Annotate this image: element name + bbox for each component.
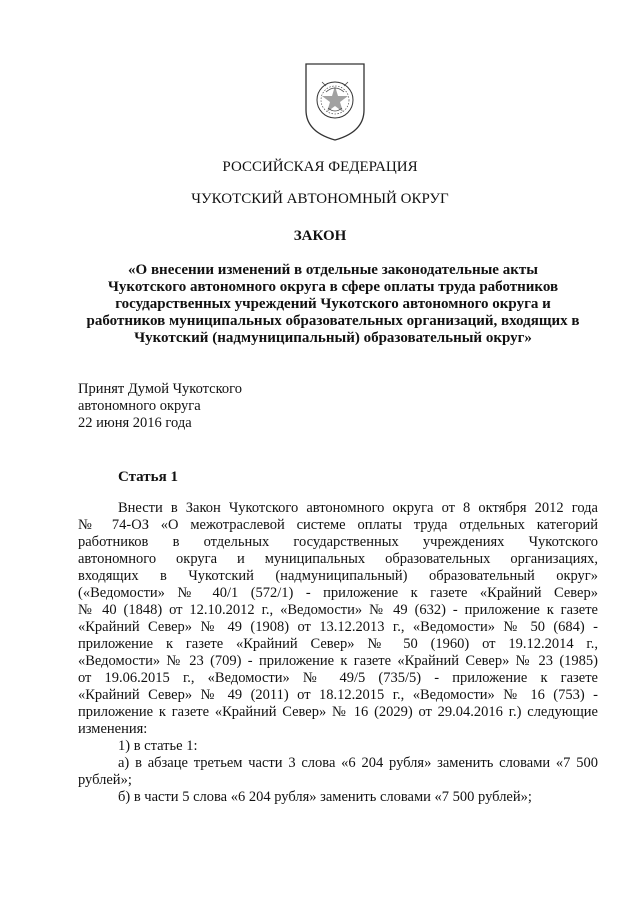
adoption-info-line: автономного округа: [78, 398, 201, 414]
body-line: Внести в Закон Чукотского автономного округа от 8 октября 2012 года: [118, 500, 598, 516]
body-line: входящих в Чукотский (надмуниципальный) образовательный округ»: [78, 568, 598, 584]
law-title-line: государственных учреждений Чукотского автономного округа и: [115, 296, 551, 312]
body-line: «Ведомости» № 23 (709) - приложение к газете «Крайний Север» № 23 (1985): [78, 653, 598, 669]
article-heading: Статья 1: [118, 469, 178, 485]
body-line: рублей»;: [78, 772, 132, 788]
law-title-line: Чукотский (надмуниципальный) образовательный округ»: [134, 330, 532, 346]
body-line: № 40 (1848) от 12.10.2012 г., «Ведомости» № 49 (632) - приложение к газете: [78, 602, 598, 618]
adoption-info-line: Принят Думой Чукотского: [78, 381, 243, 397]
body-line: б) в части 5 слова «6 204 рубля» заменить словами «7 500 рублей»;: [118, 789, 532, 805]
document-type-heading: ЗАКОН: [293, 228, 347, 244]
body-line: а) в абзаце третьем части 3 слова «6 204 рубля» заменить словами «7 500: [118, 755, 598, 771]
body-line: автономного округа и муниципальных образовательных организациях,: [78, 551, 598, 567]
body-line: «Крайний Север» № 49 (1908) от 13.12.2013 г., «Ведомости» № 50 (684) -: [78, 619, 598, 635]
law-title: [78, 262, 588, 347]
body-line: № 74-ОЗ «О межотраслевой системе оплаты труда отдельных категорий: [78, 517, 598, 533]
article-body: [78, 500, 598, 806]
body-line: («Ведомости» № 40/1 (572/1) - приложение к газете «Крайний Север»: [78, 585, 598, 601]
law-title-line: Чукотского автономного округа в сфере оплаты труда работников: [107, 279, 559, 295]
body-line: от 19.06.2015 г., «Ведомости» № 49/5 (735/5) - приложение к газете: [78, 670, 598, 686]
body-line: 1) в статье 1:: [118, 738, 198, 754]
law-title-line: работников муниципальных образовательных организаций, входящих в: [86, 313, 580, 329]
body-line: «Крайний Север» № 49 (2011) от 18.12.2015 г., «Ведомости» № 16 (753) -: [78, 687, 598, 703]
body-line: приложение к газете «Крайний Север» № 50 (1960) от 19.12.2014 г.,: [78, 636, 598, 652]
country-heading: РОССИЙСКАЯ ФЕДЕРАЦИЯ: [222, 159, 418, 175]
body-line: работников в отдельных государственных учреждениях Чукотского: [78, 534, 598, 550]
region-heading: ЧУКОТСКИЙ АВТОНОМНЫЙ ОКРУГ: [191, 191, 449, 207]
adoption-info-line: 22 июня 2016 года: [78, 415, 192, 431]
coat-of-arms-emblem: [302, 62, 368, 142]
body-line: изменения:: [78, 721, 148, 737]
law-title-line: «О внесении изменений в отдельные законодательные акты: [128, 262, 538, 278]
body-line: приложение к газете «Крайний Север» № 16 (2029) от 29.04.2016 г.) следующие: [78, 704, 598, 720]
adoption-info: [78, 381, 242, 432]
